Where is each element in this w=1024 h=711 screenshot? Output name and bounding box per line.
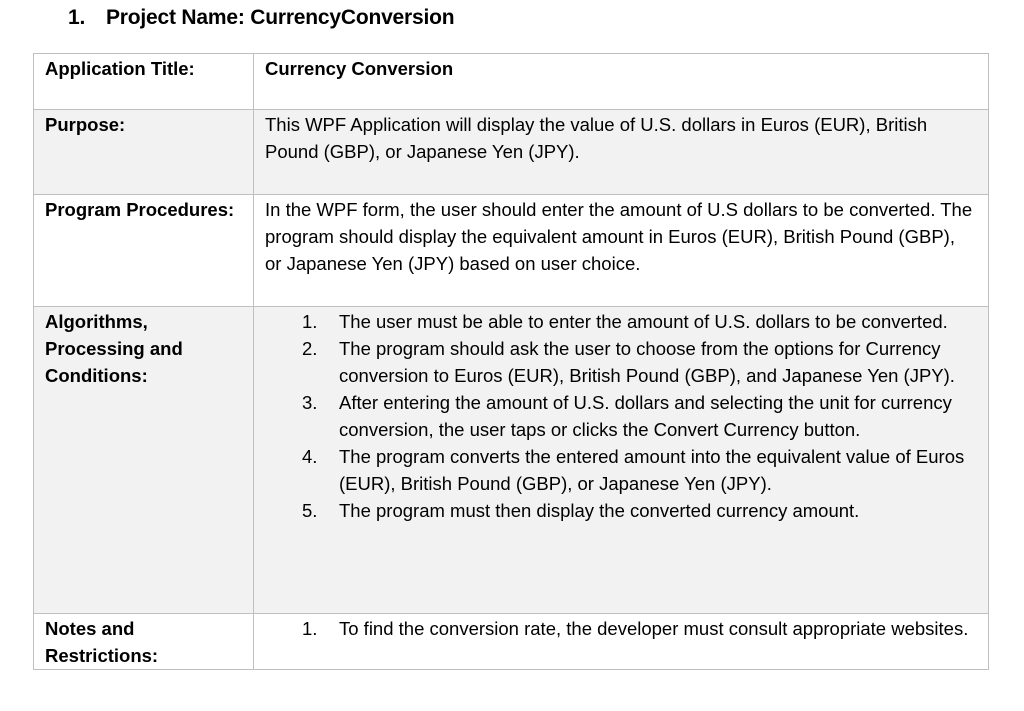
list-item xyxy=(302,443,976,497)
list-item-number: 4. xyxy=(302,446,318,467)
row-algorithms xyxy=(34,307,989,614)
program-procedures-label: Program Procedures: xyxy=(34,195,254,307)
list-item xyxy=(302,308,976,335)
list-item xyxy=(302,389,976,443)
heading-text: Project Name: CurrencyConversion xyxy=(106,6,455,29)
list-item-text: After entering the amount of U.S. dollars and selecting the unit for currency conversion, the user taps or clicks the Convert Currency button. xyxy=(339,392,952,440)
list-item xyxy=(302,497,976,524)
algorithms-list xyxy=(265,308,976,524)
row-program-procedures xyxy=(34,195,989,307)
project-heading xyxy=(68,6,454,30)
notes-value xyxy=(254,614,989,670)
list-item-number: 5. xyxy=(302,500,318,521)
list-item xyxy=(302,335,976,389)
algorithms-label-text: Algorithms, Processing and Conditions: xyxy=(45,311,183,386)
notes-label: Notes and Restrictions: xyxy=(34,614,254,670)
row-purpose xyxy=(34,110,989,195)
list-item-number: 1. xyxy=(302,311,318,332)
list-item-text: The user must be able to enter the amount of U.S. dollars to be converted. xyxy=(339,311,948,332)
list-item-text: To find the conversion rate, the developer must consult appropriate websites. xyxy=(339,618,969,639)
list-item-number: 3. xyxy=(302,392,318,413)
project-spec-table xyxy=(33,53,989,670)
row-notes-restrictions xyxy=(34,614,989,670)
heading-number: 1. xyxy=(68,6,86,29)
list-item xyxy=(302,615,976,642)
application-title-value: Currency Conversion xyxy=(254,54,989,110)
list-item-text: The program should ask the user to choose from the options for Currency conversion to Euros (EUR), British Pound (GBP), and Japanese Yen (JPY). xyxy=(339,338,955,386)
application-title-label: Application Title: xyxy=(34,54,254,110)
row-application-title xyxy=(34,54,989,110)
program-procedures-value: In the WPF form, the user should enter the amount of U.S dollars to be converted. The program should display the equivalent amount in Euros (EUR), British Pound (GBP), or Japanese Yen (JPY) based on user choice. xyxy=(254,195,989,307)
notes-list xyxy=(265,615,976,642)
list-item-number: 1. xyxy=(302,618,318,639)
algorithms-label xyxy=(34,307,254,614)
list-item-text: The program must then display the converted currency amount. xyxy=(339,500,860,521)
algorithms-value xyxy=(254,307,989,614)
list-item-text: The program converts the entered amount into the equivalent value of Euros (EUR), British Pound (GBP), or Japanese Yen (JPY). xyxy=(339,446,965,494)
purpose-label: Purpose: xyxy=(34,110,254,195)
list-item-number: 2. xyxy=(302,338,318,359)
purpose-value: This WPF Application will display the value of U.S. dollars in Euros (EUR), British Pound (GBP), or Japanese Yen (JPY). xyxy=(254,110,989,195)
